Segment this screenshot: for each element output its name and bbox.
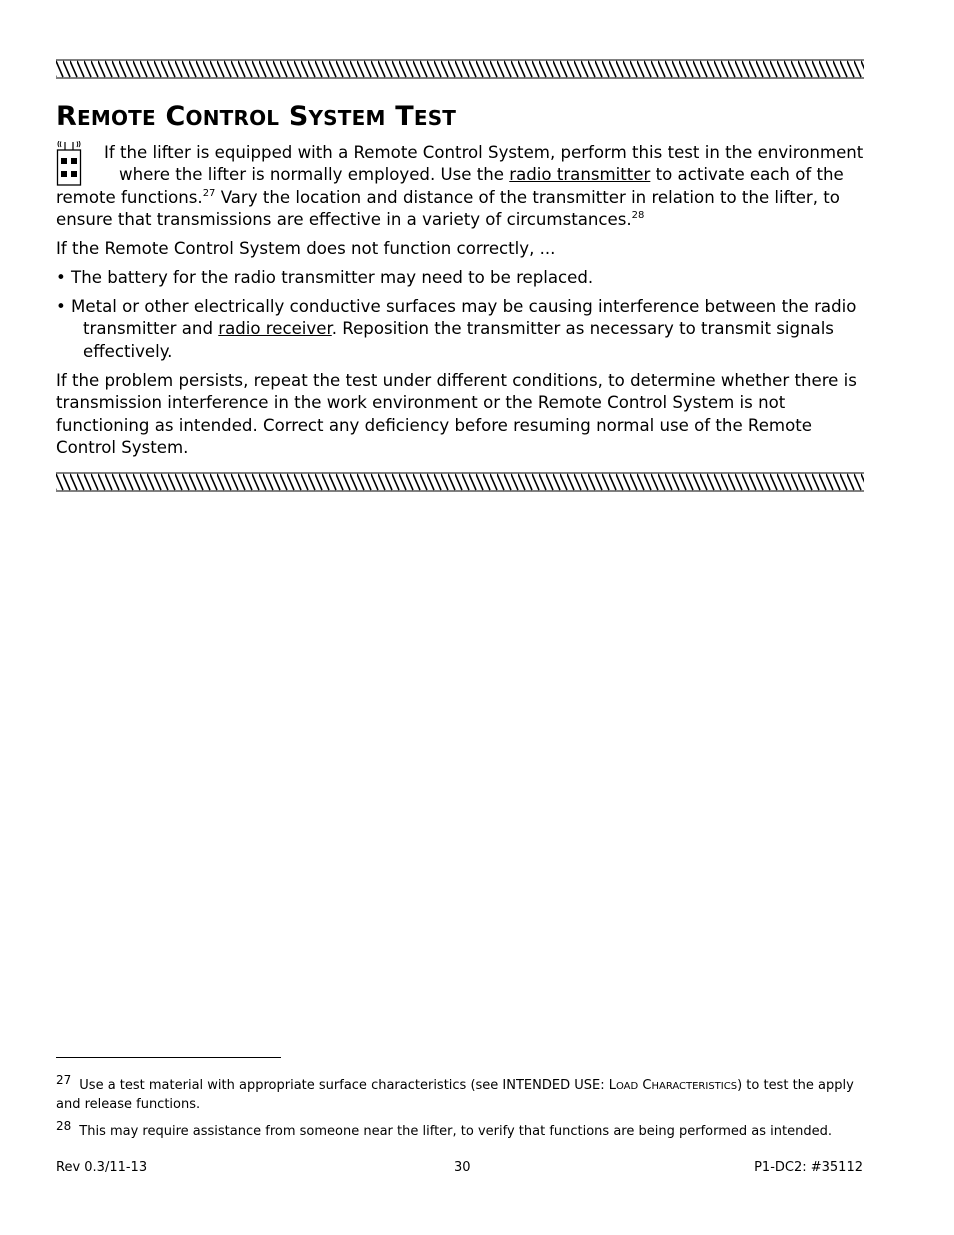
intro-line-1: If the lifter is equipped with a Remote Control System, perform this test in the environment: [104, 143, 864, 162]
bullet-1-text: • The battery for the radio transmitter may need to be replaced.: [56, 268, 594, 287]
bullet-1: [56, 267, 864, 289]
footnote-27-number: 27: [56, 1073, 72, 1087]
bottom-hatch-border: [56, 472, 864, 492]
top-hatch-border: [56, 59, 864, 79]
persist-paragraph: [56, 370, 864, 460]
intro-paragraph: [56, 142, 864, 232]
intro-line-4: ensure that transmissions are effective in a variety of circumstances.$^{28}$: [56, 210, 645, 230]
radio-transmitter-link[interactable]: radio transmitter: [509, 165, 651, 185]
footnote-separator: [56, 1057, 281, 1058]
bullet-2-text: • Metal or other electrically conductive surfaces may be causing interference between the radio transmitter and radio receiver. Reposition the transmitter as necessary to transmit signals effectively.: [56, 297, 857, 361]
footer-document-id: P1-DC2: #35112: [754, 1160, 863, 1175]
if-not-paragraph: [56, 238, 864, 260]
footnote-28-number: 28: [56, 1119, 72, 1133]
section-title: REMOTE CONTROL SYSTEM TEST: [56, 101, 457, 132]
persist-text: If the problem persists, repeat the test under different conditions, to determine whether there is transmission interference in the work environment or the Remote Control System is not functioning as intended. Correct any deficiency before resuming normal use of the Remote Control System.: [56, 371, 857, 458]
footer-revision: Rev 0.3/11-13: [56, 1160, 148, 1175]
footer-page-number: 30: [454, 1160, 471, 1175]
footnote-ref-27[interactable]: 27: [202, 187, 216, 199]
footnote-28: 28 This may require assistance from someone near the lifter, to verify that functions are being performed as intended.: [56, 1119, 832, 1139]
if-not-text: If the Remote Control System does not function correctly, ...: [56, 239, 556, 258]
intro-line-3: remote functions.$^{27}$ Vary the location and distance of the transmitter in relation to the lifter, to: [56, 187, 840, 207]
footnote-ref-28[interactable]: 28: [631, 210, 645, 222]
footnote-27: 27 Use a test material with appropriate surface characteristics (see INTENDED USE: LOAD CHARACTERISTICS) to test the apply and release functions.: [56, 1073, 854, 1112]
bullet-2: [56, 296, 864, 363]
intro-line-2: where the lifter is normally employed. Use the radio transmitter to activate each of the: [119, 165, 844, 185]
radio-receiver-link[interactable]: radio receiver: [218, 319, 332, 339]
